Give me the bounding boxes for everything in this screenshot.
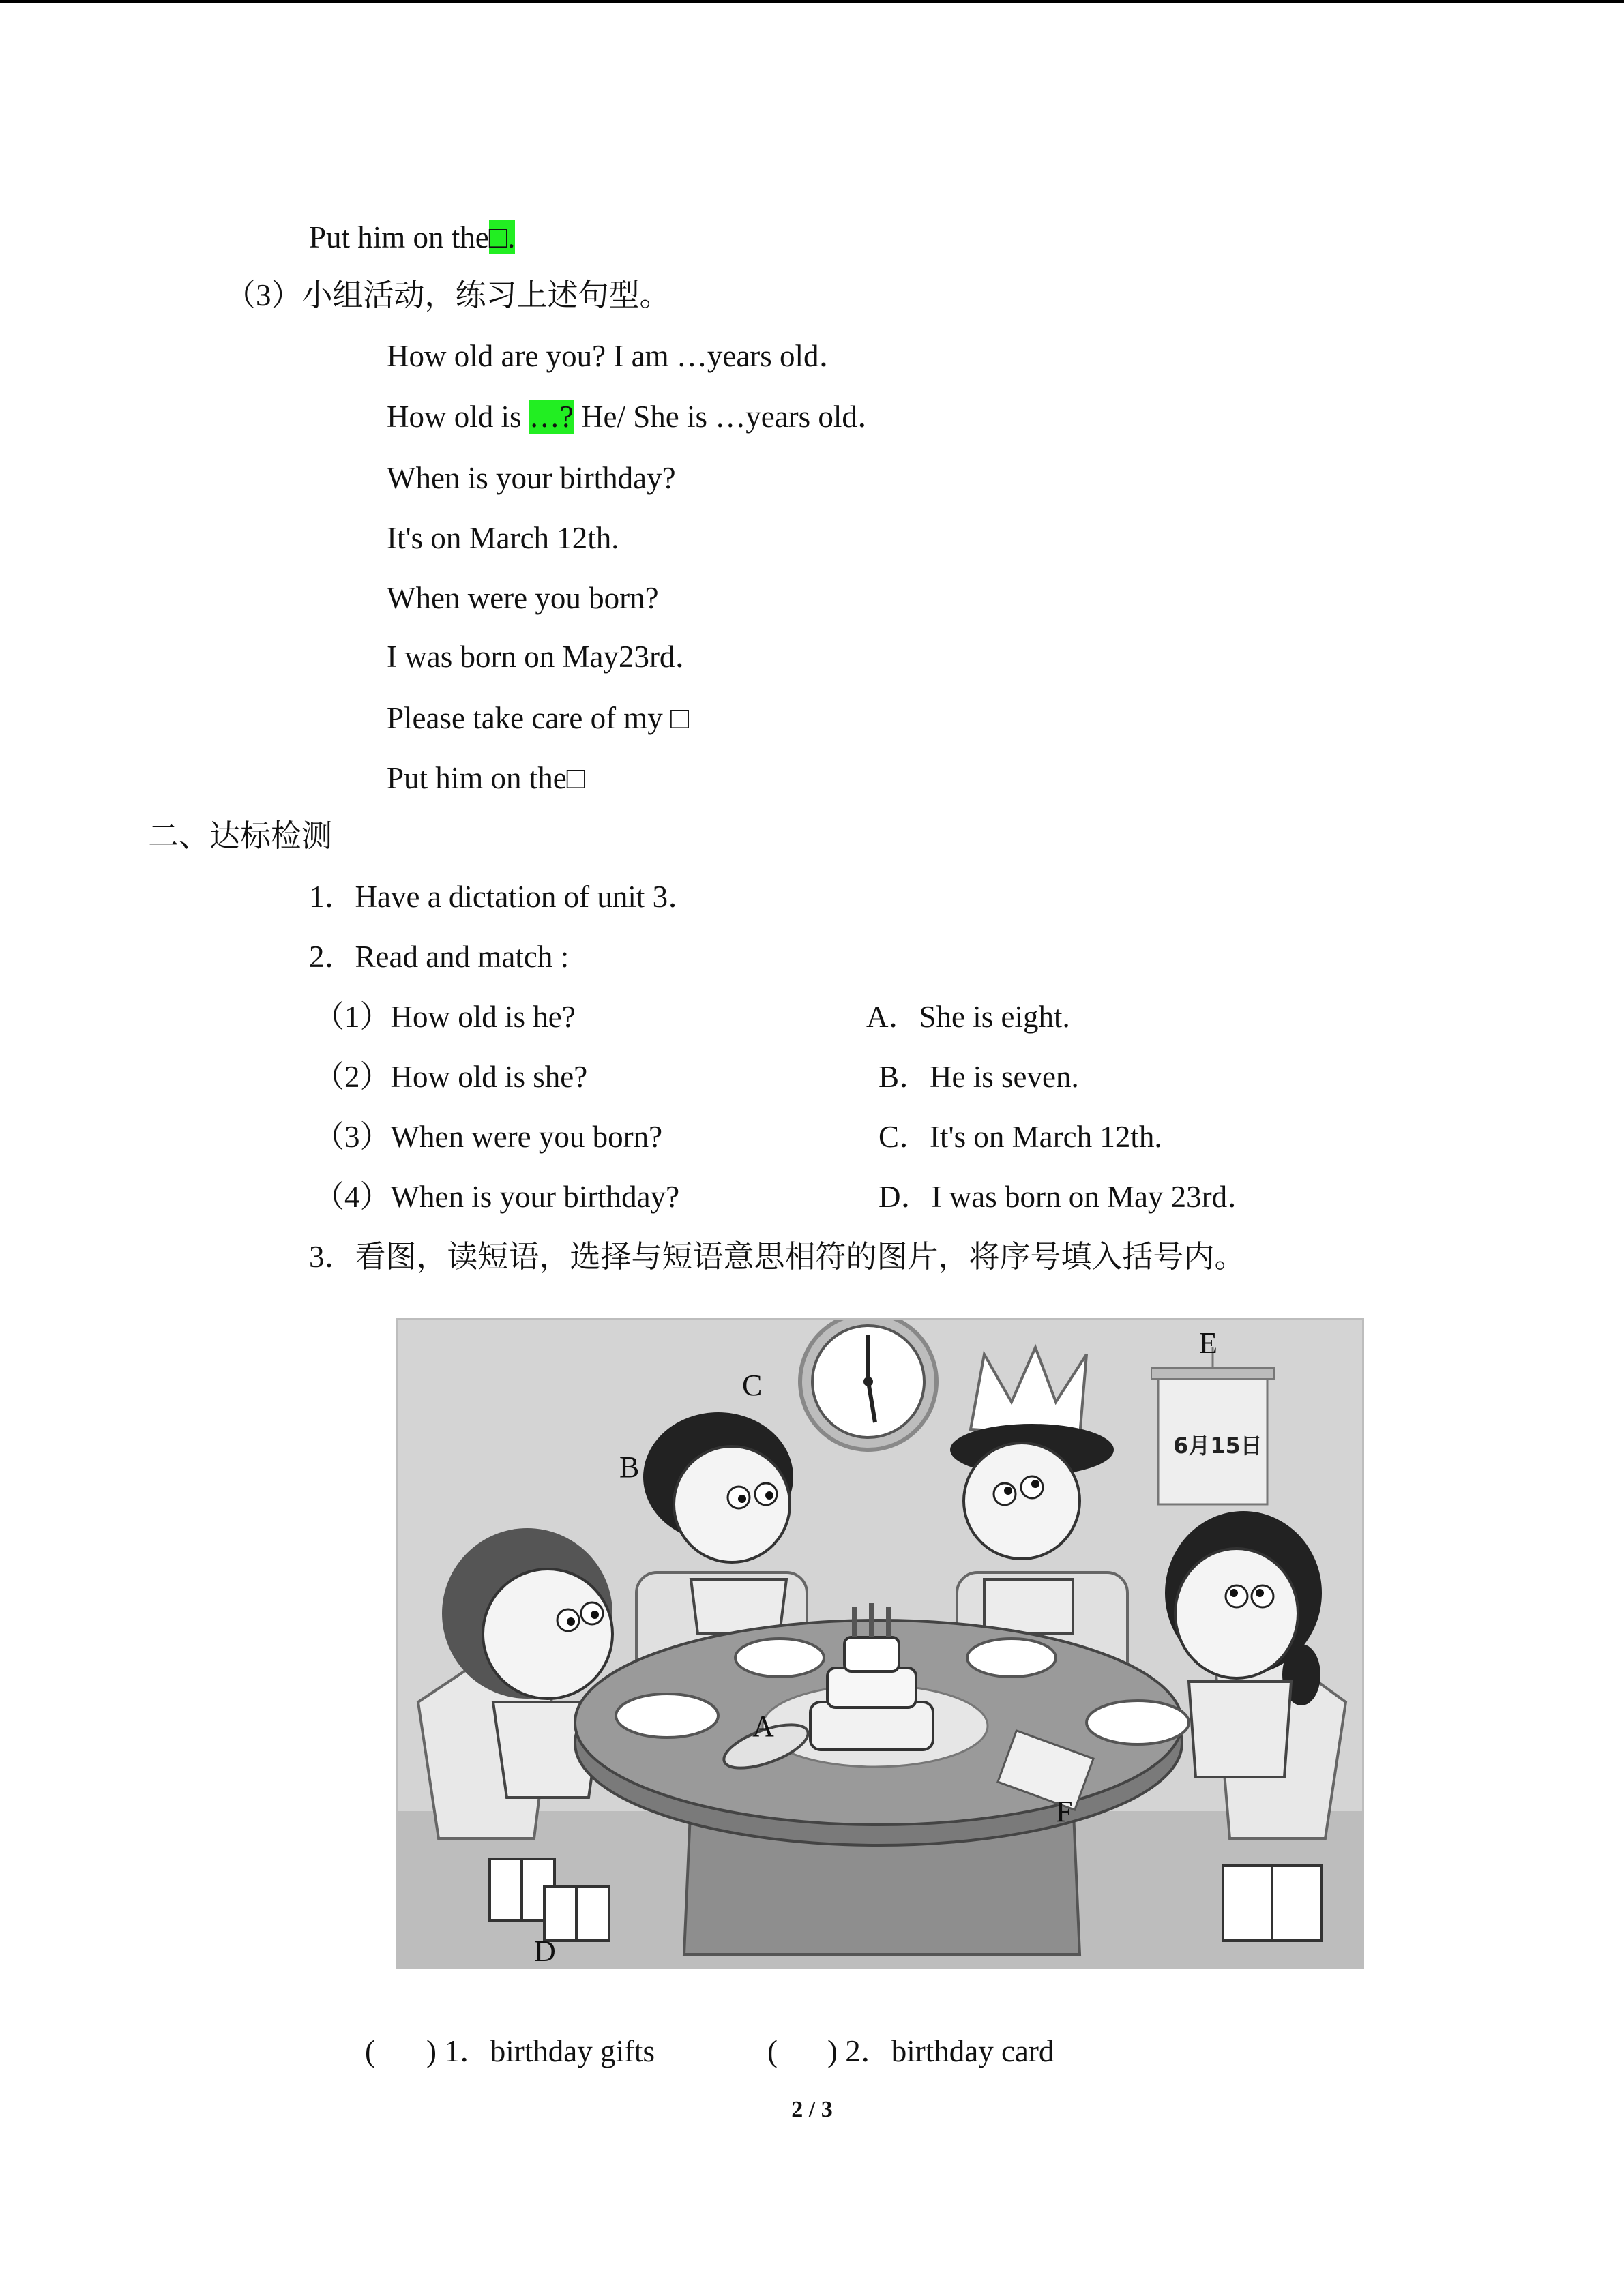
question-1: （1）How old is he? [314, 1000, 576, 1034]
clock-icon [800, 1320, 936, 1450]
practice-line-1: How old are you? I am …years old． [387, 339, 850, 373]
calendar-icon [1151, 1347, 1274, 1504]
label-d: D [534, 1935, 556, 1968]
item-2: 2．Read and match : [309, 940, 570, 974]
practice-line-4: It's on March 12th. [387, 521, 619, 555]
answer-a: A．She is eight. [866, 1000, 1070, 1034]
label-e: E [1199, 1326, 1217, 1360]
label-f: F [1056, 1795, 1073, 1828]
illustration-svg [398, 1320, 1364, 1969]
blank-1-open: ( [365, 2034, 375, 2068]
line-put-him-on-the [309, 218, 515, 256]
section-2-heading: 二、达标检测 [148, 819, 333, 853]
section-3-heading: （3）小组活动，练习上述句型。 [225, 278, 670, 312]
question-2: （2）How old is she? [314, 1060, 588, 1094]
birthday-party-illustration [396, 1318, 1364, 1969]
top-border [0, 0, 1624, 3]
calendar-date: 6月15日 [1173, 1433, 1263, 1459]
practice-line-2-highlight: …? [529, 400, 574, 434]
practice-line-2-a: How old is [387, 400, 529, 434]
highlighted-box: □. [488, 220, 516, 254]
practice-line-2-b: He/ She is …years old． [573, 400, 888, 434]
practice-line-5: When were you born? [387, 581, 659, 615]
practice-line-3: When is your birthday? [387, 461, 676, 495]
line-text: Put him on the [309, 220, 489, 254]
label-b: B [619, 1450, 640, 1484]
label-c: C [742, 1369, 763, 1402]
answer-line-2: ) 2．birthday card [827, 2034, 1054, 2068]
answer-c: C．It's on March 12th. [879, 1120, 1162, 1154]
answer-line-1: ) 1．birthday gifts [426, 2034, 655, 2068]
question-3: （3）When were you born? [314, 1120, 663, 1154]
item-1: 1．Have a dictation of unit 3． [309, 880, 699, 914]
answer-d: D．I was born on May 23rd． [879, 1180, 1258, 1214]
page-number: 2 / 3 [791, 2097, 833, 2122]
label-a: A [752, 1710, 774, 1743]
answer-b: B．He is seven. [879, 1060, 1079, 1094]
gift-box-right [1223, 1866, 1322, 1941]
question-4: （4）When is your birthday? [314, 1180, 680, 1214]
practice-line-2 [387, 398, 888, 436]
practice-line-6: I was born on May23rd． [387, 640, 706, 674]
practice-line-8: Put him on the□ [387, 761, 585, 795]
blank-2-open: ( [767, 2034, 778, 2068]
item-3: 3．看图，读短语，选择与短语意思相符的图片，将序号填入括号内。 [309, 1240, 1245, 1274]
practice-line-7: Please take care of my □ [387, 701, 690, 735]
